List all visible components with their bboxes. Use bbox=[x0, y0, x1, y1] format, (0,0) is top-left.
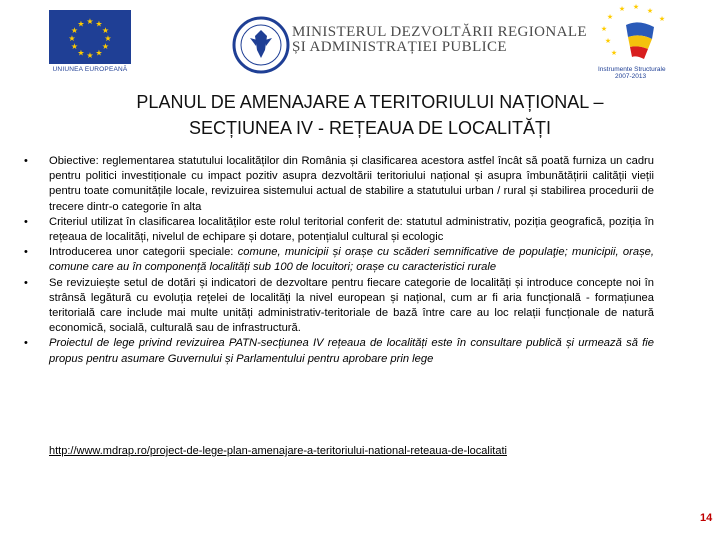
bullet-icon: • bbox=[24, 276, 28, 289]
bullet-icon: • bbox=[24, 215, 28, 228]
svg-text:★: ★ bbox=[70, 42, 79, 51]
svg-text:★: ★ bbox=[86, 51, 94, 60]
page-title bbox=[60, 89, 680, 141]
structural-instruments-caption bbox=[598, 66, 666, 80]
si-caption-line-2: 2007-2013 bbox=[615, 73, 647, 80]
svg-text:★: ★ bbox=[600, 25, 608, 33]
title-line-1: PLANUL DE AMENAJARE A TERITORIULUI NAȚIONAL – bbox=[136, 92, 604, 112]
si-caption-line-1: Instrumente Structurale bbox=[598, 66, 666, 73]
eu-flag-icon bbox=[49, 10, 131, 64]
svg-text:★: ★ bbox=[101, 42, 110, 51]
title-line-2: SECȚIUNEA IV - REȚEAUA DE LOCALITĂȚI bbox=[188, 118, 552, 138]
list-item bbox=[24, 276, 654, 337]
bullet-italic-text: comune, municipii și orașe cu scăderi semnificative de populaţie; municipii, orașe, comune care au în componență localități sub 100 de locuitori; orașe cu caracteristici rurale bbox=[49, 246, 654, 274]
svg-text:★: ★ bbox=[104, 34, 112, 43]
svg-text:★: ★ bbox=[646, 7, 654, 15]
bullet-icon: • bbox=[24, 246, 28, 259]
government-seal-icon bbox=[232, 16, 290, 74]
svg-text:★: ★ bbox=[618, 5, 626, 13]
bullet-text: Obiective: reglementarea statutului localităților din România și clasificarea acestora astfel încât să poată furniza un cadru pentru politici investiționale cu impact pozitiv asupra dezvoltării teritoriului național și asupra îmbunătățirii calității vieții pentru toate comunitățile locale, revizuirea sistemului actual de stabilire a statutului urban / rural și stabilirea procedurii de trecere dintr-o categorie în alta bbox=[49, 155, 654, 213]
svg-text:★: ★ bbox=[77, 48, 85, 58]
eu-caption: UNIUNEA EUROPEANĂ bbox=[52, 66, 128, 73]
svg-text:★: ★ bbox=[86, 17, 94, 26]
svg-text:★: ★ bbox=[95, 48, 103, 58]
bullet-text: Se revizuiește setul de dotări și indicatori de dezvoltare pentru fiecare categorie de localități și introduce concepte noi în strânsă legătură cu evoluția rețelei de localități la nivel european și național, cum ar fi aria funcțională - formațiunea teritorială care include mai multe unități administrativ-teritoriale de bază între care au loc relații funcționale de natură economică, socială, culturală sau de infrastructură. bbox=[49, 276, 654, 335]
page-number: 14 bbox=[700, 512, 713, 524]
svg-text:★: ★ bbox=[70, 26, 79, 35]
ministry-name bbox=[292, 25, 587, 55]
ministry-line-2: ȘI ADMINISTRAȚIEI PUBLICE bbox=[292, 39, 507, 55]
ministry-line-1: MINISTERUL DEZVOLTĂRII REGIONALE bbox=[292, 24, 587, 40]
list-item bbox=[24, 336, 654, 366]
bullet-lead-text: Introducerea unor categorii speciale: bbox=[49, 246, 238, 259]
bullet-icon: • bbox=[24, 155, 28, 167]
project-link[interactable]: http://www.mdrap.ro/project-de-lege-plan-amenajare-a-teritoriului-national-reteaua-de-localitati bbox=[49, 445, 507, 457]
bullet-text: Criteriul utilizat în clasificarea localităților este rolul teritorial conferit de: statutul administrativ, poziția geografică, poziția în rețeaua de localități, nivelul de echipare și dotare, potențialul cultural și ecologic bbox=[49, 215, 654, 244]
structural-instruments-logo bbox=[592, 3, 682, 83]
list-item bbox=[24, 154, 654, 215]
list-item bbox=[24, 245, 654, 275]
eu-logo bbox=[49, 10, 131, 74]
svg-text:★: ★ bbox=[101, 26, 110, 35]
svg-text:★: ★ bbox=[68, 34, 76, 43]
bullet-list bbox=[24, 154, 654, 367]
list-item bbox=[24, 215, 654, 245]
svg-text:★: ★ bbox=[95, 19, 103, 29]
svg-text:★: ★ bbox=[606, 13, 614, 21]
svg-text:★: ★ bbox=[632, 3, 640, 11]
svg-text:★: ★ bbox=[658, 15, 666, 23]
svg-text:★: ★ bbox=[604, 37, 612, 45]
bullet-italic-text: Proiectul de lege privind revizuirea PATN-secțiunea IV rețeaua de localități este în consultare publică și urmează să fie propus pentru asumare Guvernului și Parlamentului pentru aprobare prin lege bbox=[49, 337, 654, 365]
header-logos bbox=[0, 0, 720, 85]
bullet-icon: • bbox=[24, 337, 28, 350]
svg-text:★: ★ bbox=[77, 19, 85, 29]
svg-text:★: ★ bbox=[610, 49, 618, 57]
